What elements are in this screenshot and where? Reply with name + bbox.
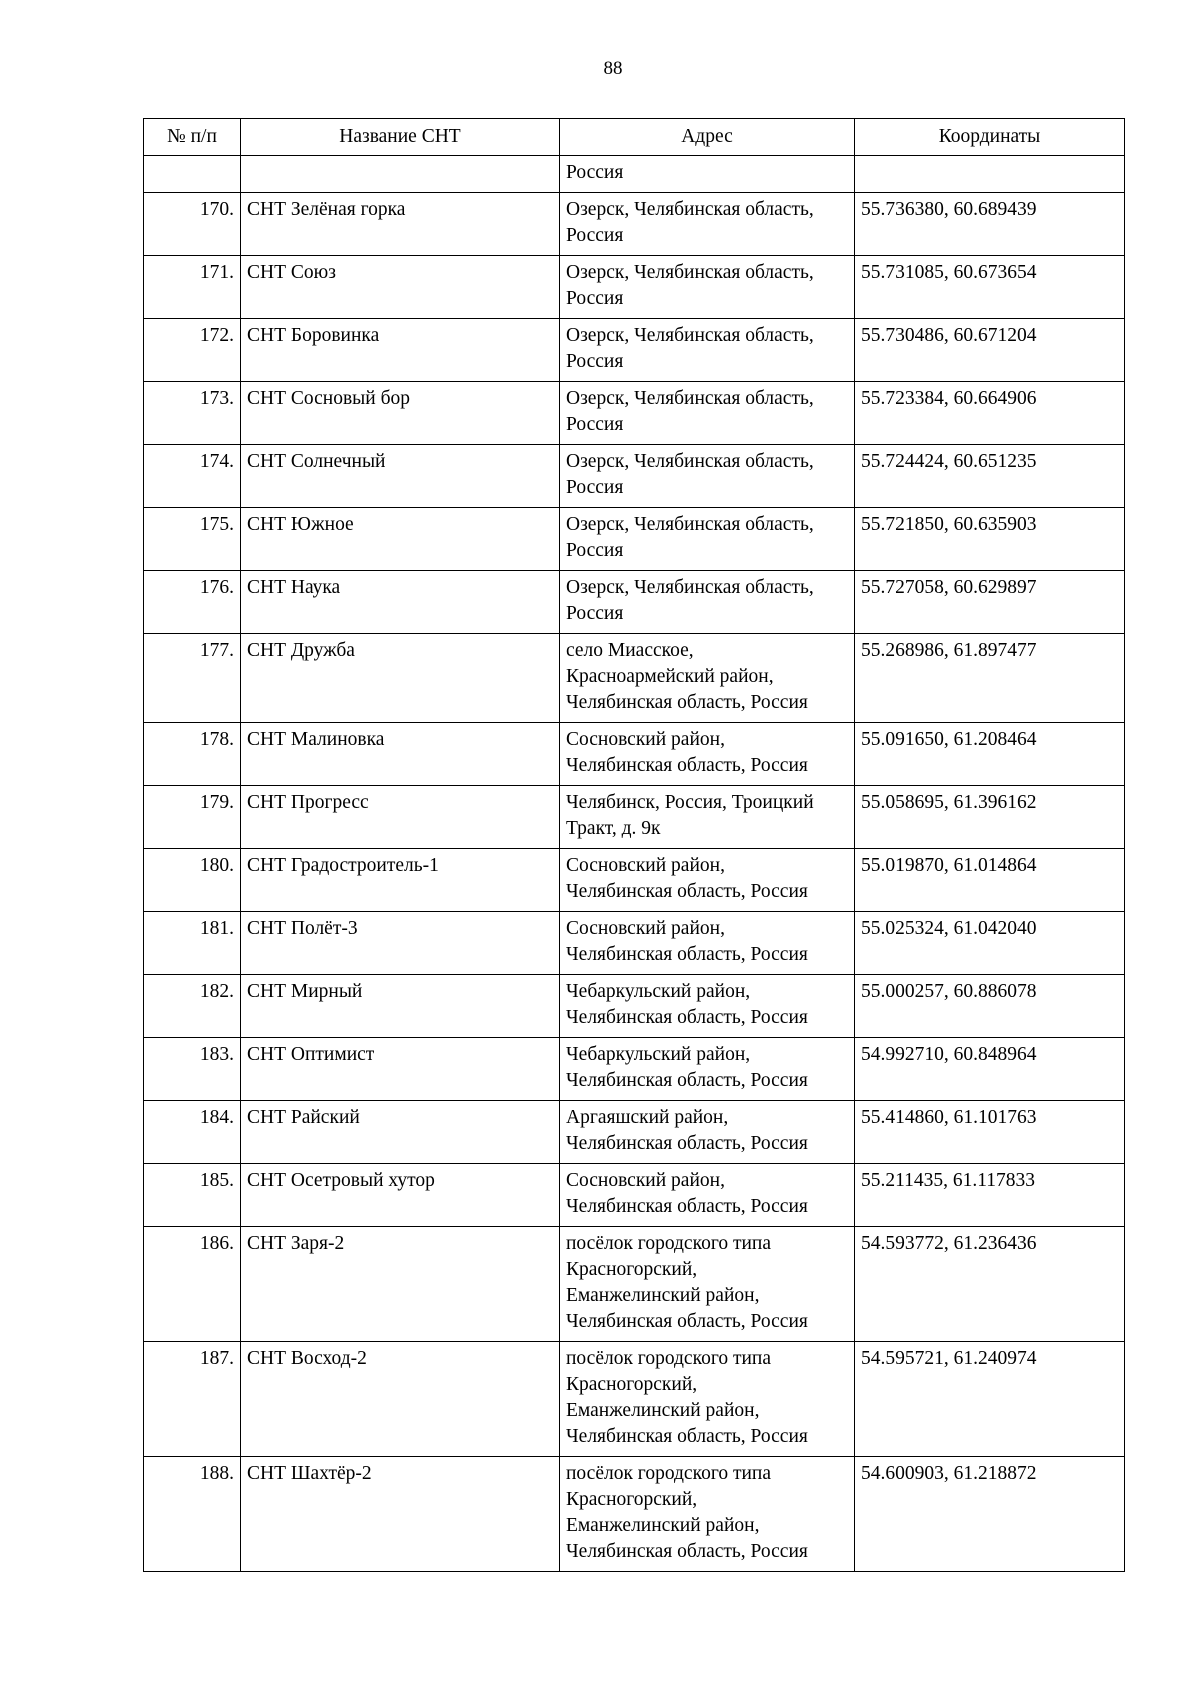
table-row	[144, 912, 1125, 975]
snt-coordinates: 55.731085, 60.673654	[855, 256, 1125, 319]
row-number: 171.	[144, 256, 241, 319]
table-row	[144, 571, 1125, 634]
snt-coordinates	[855, 156, 1125, 193]
snt-address: посёлок городского типа Красногорский, Еманжелинский район, Челябинская область, Россия	[560, 1342, 855, 1457]
row-number: 184.	[144, 1101, 241, 1164]
snt-name: СНТ Южное	[241, 508, 560, 571]
header-coordinates: Координаты	[855, 119, 1125, 156]
snt-name: СНТ Союз	[241, 256, 560, 319]
row-number: 173.	[144, 382, 241, 445]
table-row	[144, 1342, 1125, 1457]
snt-address: Озерск, Челябинская область, Россия	[560, 508, 855, 571]
snt-address: Сосновский район, Челябинская область, Россия	[560, 1164, 855, 1227]
table-row	[144, 193, 1125, 256]
row-number: 174.	[144, 445, 241, 508]
page-number: 88	[603, 58, 623, 79]
snt-table	[143, 118, 1125, 1572]
row-number: 170.	[144, 193, 241, 256]
row-number: 172.	[144, 319, 241, 382]
snt-coordinates: 54.600903, 61.218872	[855, 1457, 1125, 1572]
snt-name: СНТ Шахтёр-2	[241, 1457, 560, 1572]
snt-address: Сосновский район, Челябинская область, Россия	[560, 912, 855, 975]
table-row	[144, 1457, 1125, 1572]
snt-address: Озерск, Челябинская область, Россия	[560, 193, 855, 256]
snt-address: Озерск, Челябинская область, Россия	[560, 571, 855, 634]
snt-coordinates: 55.025324, 61.042040	[855, 912, 1125, 975]
snt-name: СНТ Прогресс	[241, 786, 560, 849]
snt-coordinates: 55.268986, 61.897477	[855, 634, 1125, 723]
snt-name: СНТ Наука	[241, 571, 560, 634]
snt-address: Озерск, Челябинская область, Россия	[560, 382, 855, 445]
snt-name: СНТ Осетровый хутор	[241, 1164, 560, 1227]
table-row	[144, 634, 1125, 723]
snt-coordinates: 55.727058, 60.629897	[855, 571, 1125, 634]
snt-name	[241, 156, 560, 193]
snt-name: СНТ Мирный	[241, 975, 560, 1038]
snt-name: СНТ Зелёная горка	[241, 193, 560, 256]
table-header-row	[144, 119, 1125, 156]
table-row	[144, 508, 1125, 571]
row-number	[144, 156, 241, 193]
snt-coordinates: 54.992710, 60.848964	[855, 1038, 1125, 1101]
row-number: 180.	[144, 849, 241, 912]
snt-name: СНТ Полёт-3	[241, 912, 560, 975]
row-number: 183.	[144, 1038, 241, 1101]
table-row	[144, 786, 1125, 849]
table-row	[144, 156, 1125, 193]
snt-coordinates: 54.593772, 61.236436	[855, 1227, 1125, 1342]
row-number: 186.	[144, 1227, 241, 1342]
snt-name: СНТ Заря-2	[241, 1227, 560, 1342]
snt-address: посёлок городского типа Красногорский, Еманжелинский район, Челябинская область, Россия	[560, 1227, 855, 1342]
snt-name: СНТ Райский	[241, 1101, 560, 1164]
snt-coordinates: 55.000257, 60.886078	[855, 975, 1125, 1038]
snt-name: СНТ Сосновый бор	[241, 382, 560, 445]
snt-name: СНТ Боровинка	[241, 319, 560, 382]
snt-name: СНТ Оптимист	[241, 1038, 560, 1101]
row-number: 179.	[144, 786, 241, 849]
snt-address: Аргаяшский район, Челябинская область, Россия	[560, 1101, 855, 1164]
snt-coordinates: 55.730486, 60.671204	[855, 319, 1125, 382]
table-row	[144, 1038, 1125, 1101]
row-number: 176.	[144, 571, 241, 634]
table-row	[144, 1164, 1125, 1227]
table-row	[144, 382, 1125, 445]
table-row	[144, 445, 1125, 508]
header-number: № п/п	[144, 119, 241, 156]
snt-coordinates: 55.723384, 60.664906	[855, 382, 1125, 445]
snt-name: СНТ Восход-2	[241, 1342, 560, 1457]
snt-coordinates: 55.091650, 61.208464	[855, 723, 1125, 786]
table-row	[144, 975, 1125, 1038]
snt-name: СНТ Дружба	[241, 634, 560, 723]
snt-address: село Миасское, Красноармейский район, Челябинская область, Россия	[560, 634, 855, 723]
snt-coordinates: 55.721850, 60.635903	[855, 508, 1125, 571]
snt-coordinates: 55.736380, 60.689439	[855, 193, 1125, 256]
row-number: 178.	[144, 723, 241, 786]
snt-coordinates: 55.211435, 61.117833	[855, 1164, 1125, 1227]
header-address: Адрес	[560, 119, 855, 156]
snt-coordinates: 55.724424, 60.651235	[855, 445, 1125, 508]
row-number: 181.	[144, 912, 241, 975]
snt-address: Озерск, Челябинская область, Россия	[560, 256, 855, 319]
table-row	[144, 319, 1125, 382]
row-number: 177.	[144, 634, 241, 723]
table-row	[144, 723, 1125, 786]
snt-name: СНТ Солнечный	[241, 445, 560, 508]
row-number: 185.	[144, 1164, 241, 1227]
snt-coordinates: 54.595721, 61.240974	[855, 1342, 1125, 1457]
row-number: 187.	[144, 1342, 241, 1457]
snt-address: Озерск, Челябинская область, Россия	[560, 445, 855, 508]
snt-address: Чебаркульский район, Челябинская область, Россия	[560, 1038, 855, 1101]
snt-name: СНТ Малиновка	[241, 723, 560, 786]
snt-address: Озерск, Челябинская область, Россия	[560, 319, 855, 382]
table-row	[144, 1227, 1125, 1342]
snt-address: Россия	[560, 156, 855, 193]
row-number: 188.	[144, 1457, 241, 1572]
snt-address: Сосновский район, Челябинская область, Россия	[560, 723, 855, 786]
table-row	[144, 256, 1125, 319]
snt-name: СНТ Градостроитель-1	[241, 849, 560, 912]
snt-coordinates: 55.058695, 61.396162	[855, 786, 1125, 849]
header-name: Название СНТ	[241, 119, 560, 156]
snt-address: Чебаркульский район, Челябинская область, Россия	[560, 975, 855, 1038]
table-row	[144, 849, 1125, 912]
row-number: 182.	[144, 975, 241, 1038]
snt-address: Челябинск, Россия, Троицкий Тракт, д. 9к	[560, 786, 855, 849]
snt-address: Сосновский район, Челябинская область, Россия	[560, 849, 855, 912]
row-number: 175.	[144, 508, 241, 571]
snt-coordinates: 55.019870, 61.014864	[855, 849, 1125, 912]
table-row	[144, 1101, 1125, 1164]
snt-address: посёлок городского типа Красногорский, Еманжелинский район, Челябинская область, Россия	[560, 1457, 855, 1572]
snt-coordinates: 55.414860, 61.101763	[855, 1101, 1125, 1164]
